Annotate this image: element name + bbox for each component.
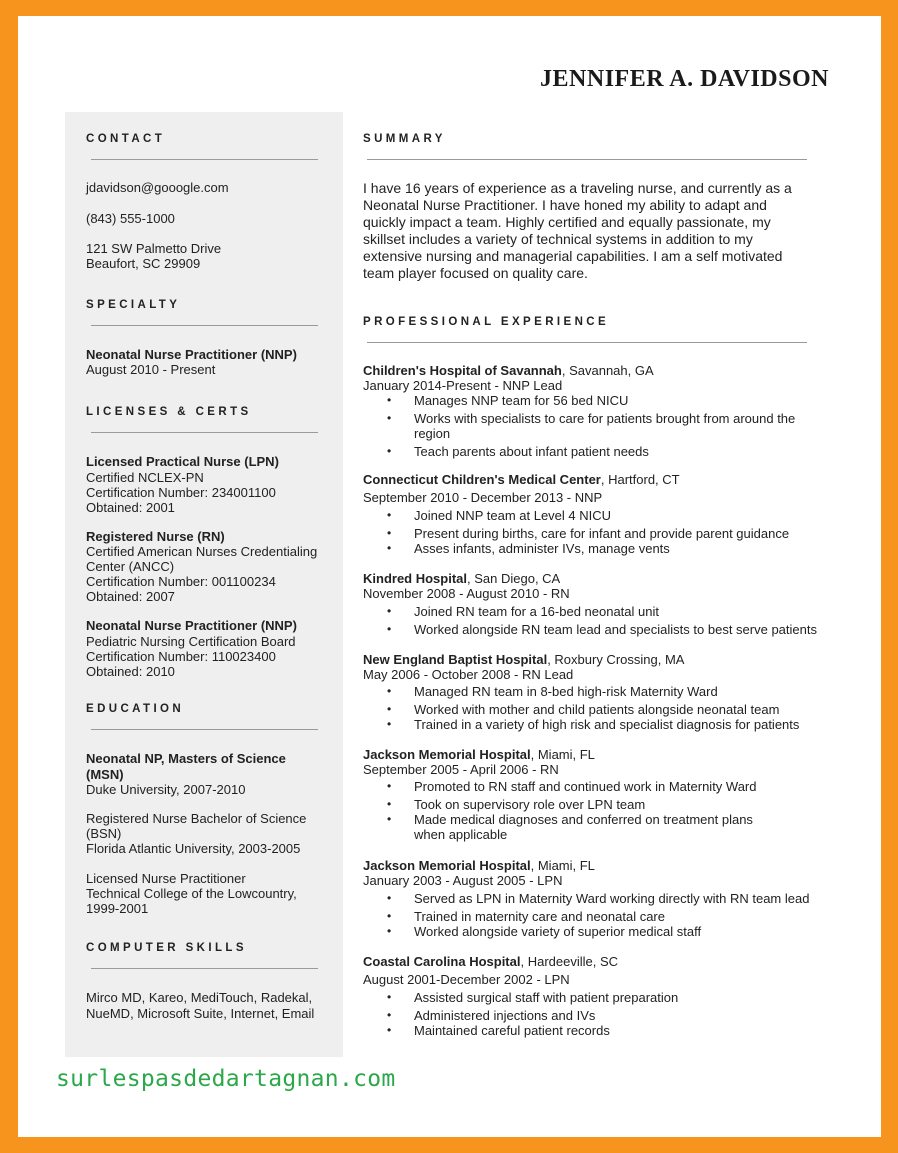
skills-line: Mirco MD, Kareo, MediTouch, Radekal, <box>86 990 313 1005</box>
job-header <box>363 363 823 378</box>
license-line: Certified NCLEX-PN <box>86 470 204 485</box>
specialty-role: Neonatal Nurse Practitioner (NNP) <box>86 347 297 362</box>
licenses-heading: LICENSES & CERTS <box>86 406 252 418</box>
license-title: Licensed Practical Nurse (LPN) <box>86 454 279 469</box>
job-entry <box>363 472 823 556</box>
contact-address-line2: Beaufort, SC 29909 <box>86 256 201 271</box>
job-header <box>363 858 823 873</box>
skills-rule <box>91 968 318 969</box>
license-line: Pediatric Nursing Certification Board <box>86 634 296 649</box>
job-entry <box>363 652 823 732</box>
job-dates: January 2003 - August 2005 - LPN <box>363 873 563 888</box>
resume-page <box>18 16 881 1137</box>
job-bullet: • Promoted to RN staff and continued work in Maternity Ward <box>363 779 823 794</box>
job-bullet: • Served as LPN in Maternity Ward working directly with RN team lead <box>363 891 823 906</box>
license-title: Registered Nurse (RN) <box>86 529 225 544</box>
job-bullet: • Worked alongside RN team lead and specialists to best serve patients <box>363 622 823 637</box>
job-entry <box>363 858 823 939</box>
license-line: Certification Number: 234001100 <box>86 485 276 500</box>
licenses-rule <box>91 432 318 433</box>
experience-rule <box>367 342 807 343</box>
job-dates: September 2005 - April 2006 - RN <box>363 762 559 777</box>
license-line: Obtained: 2001 <box>86 500 175 515</box>
job-header <box>363 472 823 487</box>
education-school: Duke University, 2007-2010 <box>86 782 246 797</box>
job-employer: Jackson Memorial Hospital <box>363 858 531 873</box>
job-employer: Coastal Carolina Hospital <box>363 954 521 969</box>
job-location: , Roxbury Crossing, MA <box>547 652 685 667</box>
job-employer: New England Baptist Hospital <box>363 652 548 667</box>
job-bullet: • Worked with mother and child patients alongside neonatal team <box>363 702 823 717</box>
contact-phone: (843) 555-1000 <box>86 211 175 226</box>
job-bullet: • Took on supervisory role over LPN team <box>363 797 823 812</box>
job-header <box>363 954 823 969</box>
job-dates: August 2001-December 2002 - LPN <box>363 972 570 987</box>
job-bullet: • Manages NNP team for 56 bed NICU <box>363 393 823 408</box>
license-line: Obtained: 2007 <box>86 589 175 604</box>
education-line: Registered Nurse Bachelor of Science <box>86 811 307 826</box>
job-entry <box>363 747 823 842</box>
contact-rule <box>91 159 318 160</box>
summary-text: I have 16 years of experience as a traveling nurse, and currently as a Neonatal Nurse Practitioner. I have honed my ability to adapt and quickly impact a team. Highly certified and equally passionate, my skillset includes a variety of technical systems in addition to my extensive nursing and managerial capabilities. I am a self motivated team player focused on quality care. <box>363 180 792 281</box>
specialty-dates: August 2010 - Present <box>86 362 216 377</box>
education-degree: Neonatal NP, Masters of Science <box>86 751 286 766</box>
job-bullet: • Joined RN team for a 16-bed neonatal unit <box>363 604 823 619</box>
summary-rule <box>367 159 807 160</box>
education-line: Technical College of the Lowcountry, <box>86 886 297 901</box>
specialty-rule <box>91 325 318 326</box>
skills-line: NueMD, Microsoft Suite, Internet, Email <box>86 1006 315 1021</box>
job-employer: Jackson Memorial Hospital <box>363 747 531 762</box>
job-dates: May 2006 - October 2008 - RN Lead <box>363 667 574 682</box>
job-location: , Miami, FL <box>530 858 595 873</box>
job-bullet: • Maintained careful patient records <box>363 1023 823 1038</box>
contact-address-line1: 121 SW Palmetto Drive <box>86 241 222 256</box>
specialty-heading: SPECIALTY <box>86 299 181 311</box>
job-location: , Hartford, CT <box>600 472 680 487</box>
job-location: , Hardeeville, SC <box>520 954 619 969</box>
education-line: 1999-2001 <box>86 901 149 916</box>
job-bullet: • Administered injections and IVs <box>363 1008 823 1023</box>
job-employer: Connecticut Children's Medical Center <box>363 472 601 487</box>
candidate-name: JENNIFER A. DAVIDSON <box>540 66 829 92</box>
summary-heading: SUMMARY <box>363 133 446 145</box>
watermark-text: surlespasdedartagnan.com <box>56 1066 396 1092</box>
license-line: Certification Number: 001100234 <box>86 574 276 589</box>
job-header <box>363 747 823 762</box>
job-location: , Miami, FL <box>530 747 595 762</box>
job-entry <box>363 363 823 459</box>
education-heading: EDUCATION <box>86 703 185 715</box>
job-bullet: • Teach parents about infant patient needs <box>363 444 823 459</box>
license-line: Certified American Nurses Credentialing <box>86 544 318 559</box>
education-degree: (MSN) <box>86 767 124 782</box>
job-header <box>363 571 823 586</box>
job-employer: Kindred Hospital <box>363 571 468 586</box>
job-bullet: • Present during births, care for infant and provide parent guidance <box>363 526 823 541</box>
job-bullet: • Made medical diagnoses and conferred on treatment plans when applicable <box>363 812 823 842</box>
job-dates: January 2014-Present - NNP Lead <box>363 378 563 393</box>
job-bullet: • Assisted surgical staff with patient preparation <box>363 990 823 1005</box>
education-line: Florida Atlantic University, 2003-2005 <box>86 841 301 856</box>
job-bullet: • Worked alongside variety of superior medical staff <box>363 924 823 939</box>
job-bullet: • Asses infants, administer IVs, manage vents <box>363 541 823 556</box>
job-location: , Savannah, GA <box>561 363 654 378</box>
job-header <box>363 652 823 667</box>
job-entry <box>363 571 823 637</box>
license-line: Certification Number: 110023400 <box>86 649 276 664</box>
education-rule <box>91 729 318 730</box>
license-line: Obtained: 2010 <box>86 664 175 679</box>
contact-heading: CONTACT <box>86 133 166 145</box>
job-bullet: • Trained in maternity care and neonatal care <box>363 909 823 924</box>
job-location: , San Diego, CA <box>467 571 561 586</box>
job-bullet: • Works with specialists to care for patients brought from around the region <box>363 411 823 441</box>
license-line: Center (ANCC) <box>86 559 175 574</box>
job-entry <box>363 954 823 1038</box>
skills-heading: COMPUTER SKILLS <box>86 942 247 954</box>
license-title: Neonatal Nurse Practitioner (NNP) <box>86 618 297 633</box>
education-line: Licensed Nurse Practitioner <box>86 871 246 886</box>
job-employer: Children's Hospital of Savannah <box>363 363 562 378</box>
experience-heading: PROFESSIONAL EXPERIENCE <box>363 316 610 328</box>
job-bullet: • Joined NNP team at Level 4 NICU <box>363 508 823 523</box>
job-bullet: • Managed RN team in 8-bed high-risk Maternity Ward <box>363 684 823 699</box>
job-dates: November 2008 - August 2010 - RN <box>363 586 570 601</box>
job-dates: September 2010 - December 2013 - NNP <box>363 490 603 505</box>
contact-email: jdavidson@gooogle.com <box>86 180 229 195</box>
education-line: (BSN) <box>86 826 122 841</box>
job-bullet: • Trained in a variety of high risk and specialist diagnosis for patients <box>363 717 823 732</box>
